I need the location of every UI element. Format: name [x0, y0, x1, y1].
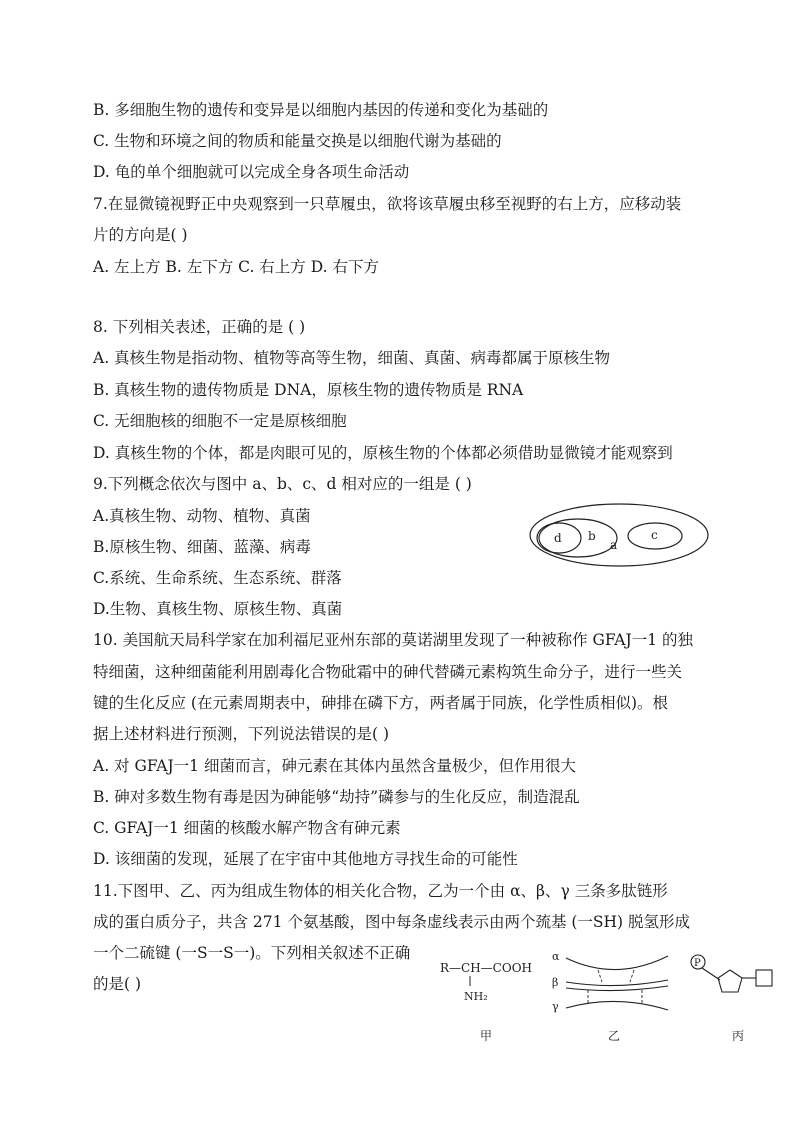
q11-stem-line4: 的是( ) — [93, 975, 142, 993]
q10-stem-line1: 10. 美国航天局科学家在加利福尼亚州东部的莫诺湖里发现了一种被称作 GFAJ一1 的独 — [93, 631, 693, 649]
disulfide-bond-1 — [598, 970, 602, 982]
q7-stem-line2: 片的方向是( ) — [93, 226, 188, 244]
q9-option-a: A.真核生物、动物、植物、真菌 — [93, 507, 311, 525]
chain-beta — [566, 980, 668, 986]
q9-stem: 9.下列概念依次与图中 a、b、c、d 相对应的一组是 ( ) — [93, 475, 472, 493]
caption-bing: 丙 — [732, 1029, 745, 1043]
amino-acid-formula: R—CH—COOH — [440, 961, 533, 975]
q10-option-a: A. 对 GFAJ一1 细菌而言，砷元素在其体内虽然含量极少，但作用很大 — [93, 757, 576, 775]
q9-option-d: D.生物、真核生物、原核生物、真菌 — [93, 600, 343, 618]
ellipse-b — [539, 519, 617, 557]
amino-group: NH₂ — [464, 990, 488, 1003]
q11-compounds-figure — [436, 948, 786, 1050]
q7-options: A. 左上方 B. 左下方 C. 右上方 D. 右下方 — [93, 258, 379, 276]
caption-yi: 乙 — [608, 1029, 621, 1043]
label-b: b — [588, 529, 596, 543]
q9-venn-diagram — [528, 501, 710, 567]
q8-option-c: C. 无细胞核的细胞不一定是原核细胞 — [93, 412, 347, 430]
q10-option-d: D. 该细菌的发现，延展了在宇宙中其他地方寻找生命的可能性 — [93, 850, 518, 868]
q8-option-a: A. 真核生物是指动物、植物等高等生物，细菌、真菌、病毒都属于原核生物 — [93, 349, 611, 367]
q10-stem-line3: 键的生化反应 (在元素周期表中，砷排在磷下方，两者属于同族，化学性质相似)。根 — [93, 694, 669, 712]
chain-beta-label: β — [552, 976, 559, 989]
label-c: c — [651, 528, 658, 542]
q6-option-d: D. 龟的单个细胞就可以完成全身各项生命活动 — [93, 163, 410, 181]
q10-stem-line4: 据上述材料进行预测，下列说法错误的是( ) — [93, 725, 390, 743]
q11-stem-line1: 11.下图甲、乙、丙为组成生物体的相关化合物，乙为一个由 α、β、γ 三条多肽链形 — [93, 882, 668, 900]
q6-option-b: B. 多细胞生物的遗传和变异是以细胞内基因的传递和变化为基础的 — [93, 101, 549, 119]
chain-gamma — [566, 1001, 668, 1010]
q10-option-c: C. GFAJ一1 细菌的核酸水解产物含有砷元素 — [93, 819, 401, 837]
chain-gamma-label: γ — [552, 1000, 559, 1013]
label-d: d — [554, 531, 562, 545]
q10-option-b: B. 砷对多数生物有毒是因为砷能够“劫持”磷参与的生化反应，制造混乱 — [93, 788, 580, 806]
label-a: a — [610, 538, 618, 552]
compound-jia — [440, 961, 532, 1043]
pentose-ring — [718, 970, 742, 992]
chain-alpha — [566, 956, 668, 970]
compound-bing — [691, 955, 772, 1043]
disulfide-bond-2 — [630, 970, 634, 982]
compound-yi — [552, 950, 668, 1043]
q9-option-c: C.系统、生命系统、生态系统、群落 — [93, 569, 342, 587]
phosphate-link — [702, 968, 720, 980]
q8-option-b: B. 真核生物的遗传物质是 DNA，原核生物的遗传物质是 RNA — [93, 381, 524, 399]
q8-option-d: D. 真核生物的个体，都是肉眼可见的，原核生物的个体都必须借助显微镜才能观察到 — [93, 444, 673, 462]
caption-jia: 甲 — [480, 1029, 493, 1043]
q9-option-b: B.原核生物、细菌、蓝藻、病毒 — [93, 538, 311, 556]
q11-stem-line2: 成的蛋白质分子，共含 271 个氨基酸，图中每条虚线表示由两个巯基 (一SH) 脱氢形成 — [93, 913, 691, 931]
q7-stem-line1: 7.在显微镜视野正中央观察到一只草履虫，欲将该草履虫移至视野的右上方，应移动装 — [93, 195, 682, 213]
chain-alpha-label: α — [552, 950, 560, 963]
q6-option-c: C. 生物和环境之间的物质和能量交换是以细胞代谢为基础的 — [93, 132, 502, 150]
chain-beta-lower — [566, 986, 668, 991]
q8-stem: 8. 下列相关表述，正确的是 ( ) — [93, 318, 306, 336]
phosphate-label: P — [694, 958, 701, 969]
q11-stem-line3: 一个二硫键 (一S一S一)。下列相关叙述不正确 — [93, 944, 411, 962]
base-square — [756, 970, 772, 986]
q10-stem-line2: 特细菌，这种细菌能利用剧毒化合物砒霜中的砷代替磷元素构筑生命分子，进行一些关 — [93, 663, 683, 681]
